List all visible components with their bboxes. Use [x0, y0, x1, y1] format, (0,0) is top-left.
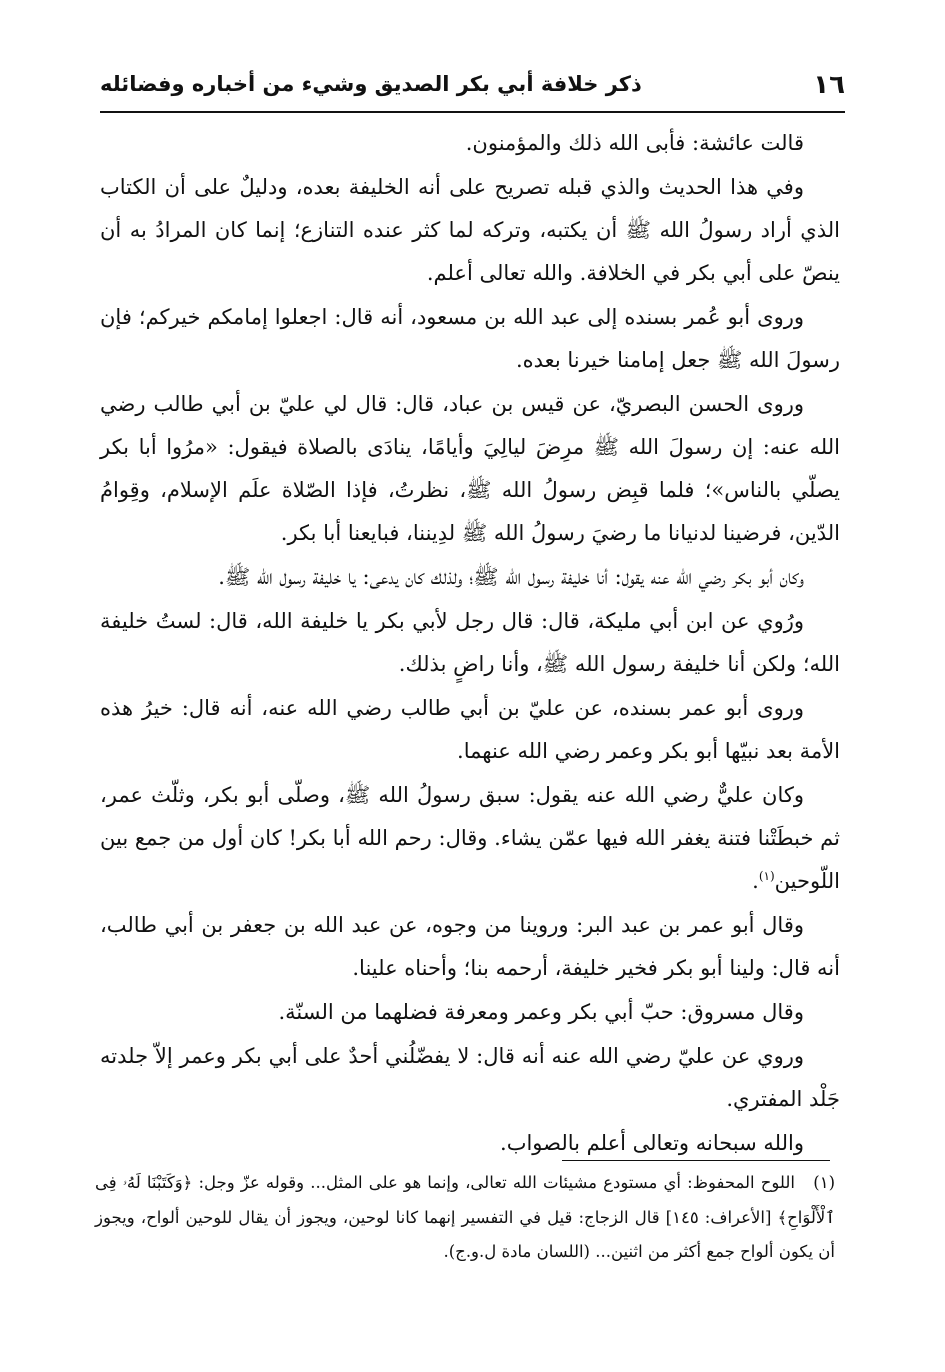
- footnote-marker: (١): [758, 869, 775, 883]
- paragraph-with-footnote: [100, 774, 840, 903]
- paragraph: وفي هذا الحديث والذي قبله تصريح على أنه الخليفة بعده، ودليلٌ على أن الكتاب الذي أراد رسولُ الله ﷺ أن يكتبه، وتركه لما كثر عنده التنازع؛ إنما كان المرادُ به أن ينصّ على أبي بكر في الخلافة. والله تعالى أعلم.: [100, 175, 840, 285]
- running-header: [100, 70, 845, 106]
- paragraph: وكان أبو بكر رضي الله عنه يقول: أنا خليفة رسول الله ﷺ؛ ولذلك كان يدعى: يا خليفة رسول الله ﷺ.: [218, 565, 804, 589]
- header-divider: [100, 111, 845, 113]
- paragraph: ورُوي عن ابن أبي مليكة، قال: قال رجل لأبي بكر يا خليفة الله، قال: لستُ خليفة الله؛ ولكن أنا خليفة رسول الله ﷺ، وأنا راضٍ بذلك.: [100, 609, 840, 676]
- footnotes: [95, 1166, 835, 1270]
- chapter-title: ذكر خلافة أبي بكر الصديق وشيء من أخباره وفضائله: [100, 72, 642, 96]
- footnote-divider: [562, 1160, 830, 1161]
- footnote-text: اللوح المحفوظ: أي مستودع مشيئات الله تعالى، وإنما هو على المثل... وقوله عزّ وجل: ﴿وَكَتَبْنَا لَهُۥ فِى ٱلْأَلْوَاحِ﴾ [الأعراف: ١٤٥] قال الزجاج: قيل في التفسير إنهما كانا لوحين، ويجوز أن يقال للوحين ألواح، ويجوز أن يكون ألواح جمع أكثر من اثنين... (اللسان مادة ل.و.ج).: [95, 1173, 836, 1261]
- paragraph: وروى الحسن البصريّ، عن قيس بن عباد، قال: قال لي عليّ بن أبي طالب رضي الله عنه: إن رسولَ الله ﷺ مرِضَ ليالِيَ وأيامًا، ينادَى بالصلاة فيقول: «مرُوا أبا بكر يصلّي بالناس»؛ فلما قبِض رسولُ الله ﷺ، نظرتُ، فإذا الصّلاة علَم الإسلام، وقِوامُ الدّين، فرضينا لدنيانا ما رضيَ رسولُ الله ﷺ لدِيننا، فبايعنا أبا بكر.: [100, 392, 840, 545]
- main-text: [100, 122, 840, 1166]
- paragraph: وروى أبو عمر بسنده، عن عليّ بن أبي طالب رضي الله عنه، أنه قال: خيرُ هذه الأمة بعد نبيّها أبو بكر وعمر رضي الله عنهما.: [100, 696, 840, 763]
- paragraph: وروى أبو عُمر بسنده إلى عبد الله بن مسعود، أنه قال: اجعلوا إمامكم خيركم؛ فإن رسولَ الله ﷺ جعل إمامنا خيرنا بعده.: [100, 305, 840, 372]
- paragraph: والله سبحانه وتعالى أعلم بالصواب.: [500, 1131, 804, 1155]
- paragraph-text: وكان عليٌّ رضي الله عنه يقول: سبق رسولُ الله ﷺ، وصلّى أبو بكر، وثلّث عمر، ثم خبطَتْنا فتنة يغفر الله فيها عمّن يشاء. وقال: رحم الله أبا بكر! كان أول من جمع بين اللّوحين: [100, 783, 840, 893]
- footnote-number: (١): [813, 1173, 835, 1192]
- paragraph: وقال أبو عمر بن عبد البر: وروينا من وجوه، عن عبد الله بن جعفر بن أبي طالب، أنه قال: ولينا أبو بكر فخير خليفة، أرحمه بنا؛ وأحناه علينا.: [100, 913, 840, 980]
- page-number: ١٦: [813, 70, 845, 100]
- sentence-end: .: [752, 869, 759, 893]
- paragraph: قالت عائشة: فأبى الله ذلك والمؤمنون.: [465, 131, 804, 155]
- paragraph: وقال مسروق: حبّ أبي بكر وعمر ومعرفة فضلهما من السنّة.: [278, 1000, 804, 1024]
- paragraph: وروي عن عليّ رضي الله عنه أنه قال: لا يفضّلُني أحدٌ على أبي بكر وعمر إلاّ جلدته جَلْد المفتري.: [100, 1044, 840, 1111]
